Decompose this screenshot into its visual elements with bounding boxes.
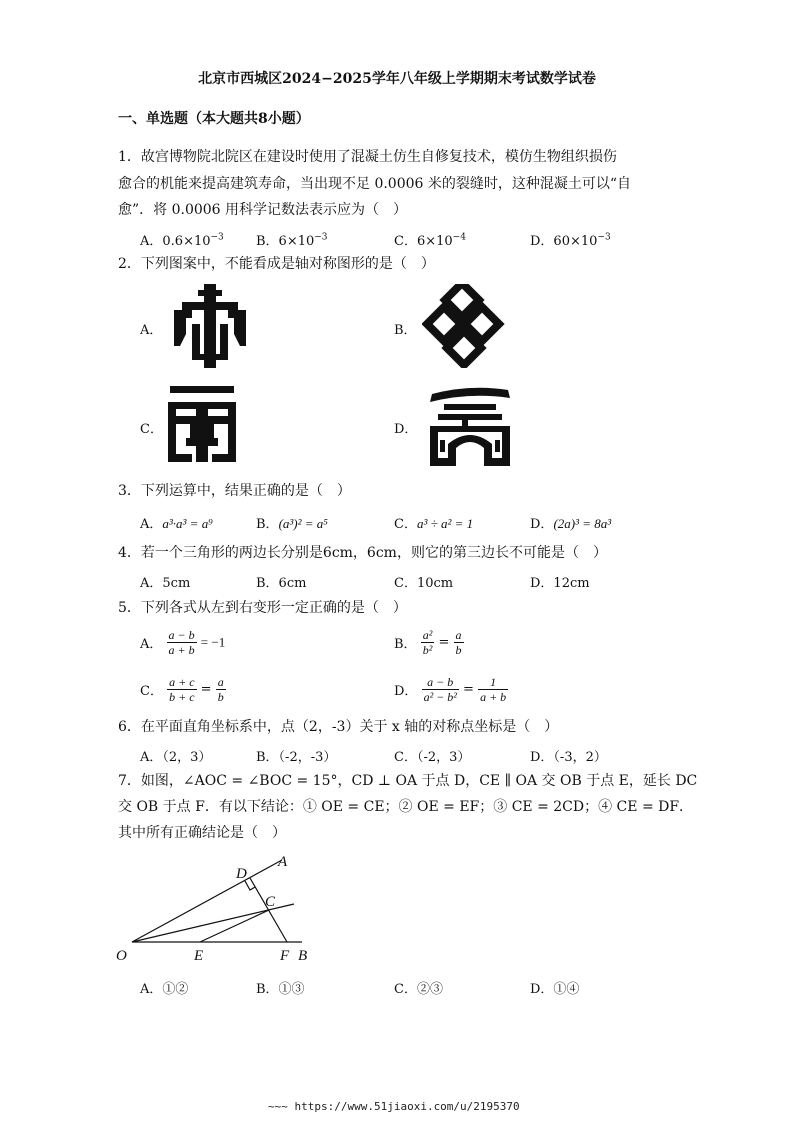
q6-text: 6．在平面直角坐标系中，点（2，-3）关于 x 轴的对称点坐标是（ ）: [118, 719, 559, 735]
q3-option-c[interactable]: C．a³ ÷ a² = 1: [394, 516, 474, 532]
q7-option-c[interactable]: C．②③: [394, 982, 443, 997]
section-heading: 一、单选题（本大题共8小题）: [118, 111, 310, 127]
right-angle-mark: [245, 881, 255, 890]
q5-text: 5．下列各式从左到右变形一定正确的是（ ）: [118, 600, 407, 616]
q7-line3: 其中所有正确结论是（ ）: [118, 825, 286, 841]
label-o: O: [116, 948, 127, 964]
label-d: D: [236, 866, 247, 882]
ray-oa: [132, 860, 282, 942]
q6-option-d[interactable]: D．（-3，2）: [530, 750, 607, 765]
q7-option-a[interactable]: A．①②: [140, 982, 189, 997]
q5-option-d[interactable]: D． $\frac{a - b}{\text{a² − b²}}$ = $\frac{1}{a + b}$: [394, 675, 507, 704]
label-b: B: [298, 948, 308, 964]
q1-option-a[interactable]: A．$0.6\times 10^{-3}$: [140, 232, 224, 249]
segment-ce: [200, 910, 269, 942]
q5-option-b[interactable]: B． $\frac{\text{a²}}{\text{b²}}$ = $\frac{a}{b}$: [394, 628, 462, 657]
q4-option-b[interactable]: B．6cm: [256, 576, 307, 591]
q3-option-b[interactable]: B．(a³)² = a⁵: [256, 516, 328, 532]
q1-line1: 1．故宫博物院北院区在建设时使用了混凝土仿生自修复技术，模仿生物组织损伤: [118, 149, 617, 165]
label-e: E: [194, 948, 204, 964]
page-title: 北京市西城区2024−2025学年八年级上学期期末考试数学试卷: [198, 71, 596, 87]
q7-line2: 交 OB 于点 F．有以下结论：① OE = CE；② OE = EF；③ CE = 2CD；④ CE = DF．: [118, 799, 694, 815]
q1-line2: 愈合的机能来提高建筑寿命，当出现不足 0.0006 米的裂缝时，这种混凝土可以“自: [118, 176, 632, 192]
q3-text: 3．下列运算中，结果正确的是（ ）: [118, 483, 351, 499]
q1-option-d[interactable]: D．$60\times 10^{-3}$: [530, 232, 611, 249]
q2-option-b-label: B．: [394, 323, 417, 338]
pattern-d-image[interactable]: [426, 382, 514, 468]
q2-text: 2．下列图案中，不能看成是轴对称图形的是（ ）: [118, 256, 435, 272]
q6-option-b[interactable]: B．（-2，-3）: [256, 750, 337, 765]
q4-text: 4．若一个三角形的两边长分别是6cm，6cm，则它的第三边长不可能是（ ）: [118, 545, 607, 561]
q7-line1: 7．如图，∠AOC = ∠BOC = 15°，CD ⊥ OA 于点 D，CE ∥ OA 交 OB 于点 E，延长 DC: [118, 773, 698, 789]
label-f: F: [280, 948, 290, 964]
q7-option-b[interactable]: B．①③: [256, 982, 305, 997]
q6-option-c[interactable]: C．（-2，3）: [394, 750, 471, 765]
q2-option-a-label: A．: [140, 323, 163, 338]
q6-option-a[interactable]: A．（2，3）: [140, 750, 212, 765]
pattern-b-image[interactable]: [422, 284, 508, 368]
q2-option-c-label: C．: [140, 422, 163, 437]
q3-option-d[interactable]: D．(2a)³ = 8a³: [530, 516, 612, 532]
q4-option-a[interactable]: A．5cm: [140, 576, 191, 591]
q5-option-a[interactable]: A． $\frac{a - b}{a + b}$ = −1: [140, 628, 226, 657]
q1-line3: 愈”．将 0.0006 用科学记数法表示应为（ ）: [118, 202, 408, 218]
q2-option-d-label: D．: [394, 422, 418, 437]
pattern-c-image[interactable]: [166, 384, 238, 464]
label-a: A: [278, 854, 288, 870]
q7-option-d[interactable]: D．①④: [530, 982, 580, 997]
pattern-a-image[interactable]: [172, 284, 248, 368]
q4-option-c[interactable]: C．10cm: [394, 576, 454, 591]
label-c: C: [265, 894, 276, 910]
q4-option-d[interactable]: D．12cm: [530, 576, 590, 591]
q7-geometry-figure: [112, 848, 322, 970]
footer-link[interactable]: ~~~ https://www.51jiaoxi.com/u/2195370: [268, 1100, 520, 1113]
q3-option-a[interactable]: A．a³·a³ = a⁹: [140, 516, 213, 532]
q1-option-b[interactable]: B．$6\times 10^{-3}$: [256, 232, 328, 249]
q1-option-c[interactable]: C．$6\times 10^{-4}$: [394, 232, 466, 249]
q5-option-c[interactable]: C． $\frac{a + c}{b + c}$ = $\frac{a}{b}$: [140, 675, 224, 704]
